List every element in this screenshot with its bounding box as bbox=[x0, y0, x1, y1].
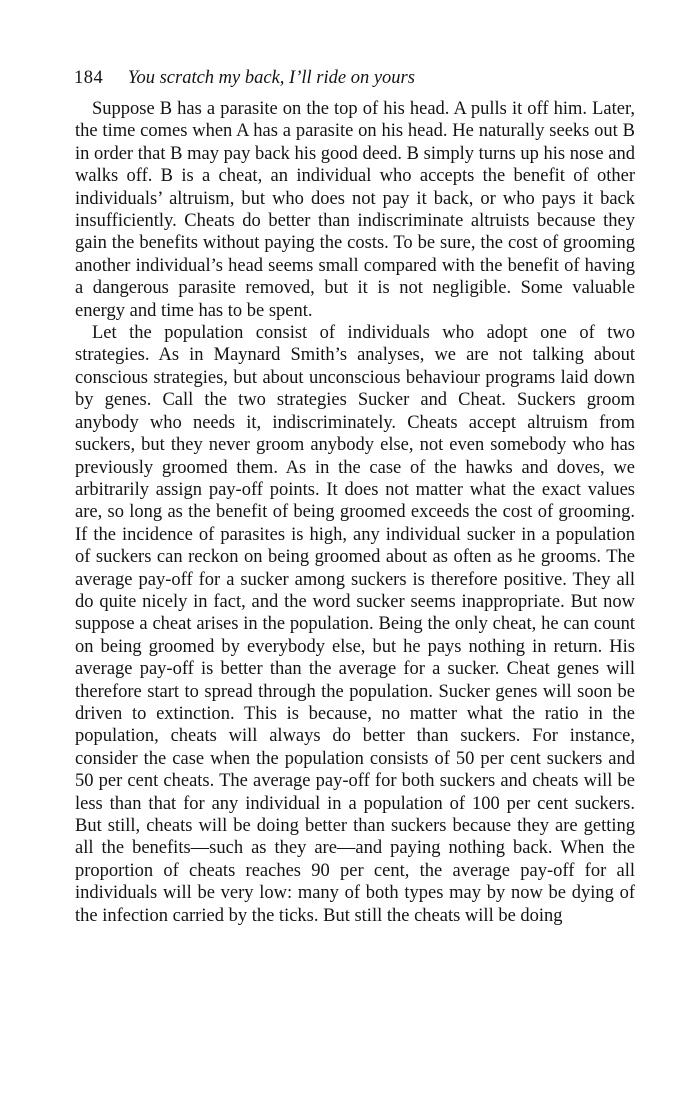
paragraph-2: Let the population consist of individuals who adopt one of two strategies. As in Maynard Smith’s analyses, we are not talking about conscious strategies, but about unconscious behaviour programs laid down by genes. Call the two strategies Sucker and Cheat. Suckers groom anybody who needs it, indiscriminately. Cheats accept altruism from suckers, but they never groom anybody else, not even somebody who has previously groomed them. As in the case of the hawks and doves, we arbitrarily assign pay-off points. It does not matter what the exact values are, so long as the benefit of being groomed exceeds the cost of grooming. If the incidence of parasites is high, any individual sucker in a population of suckers can reckon on being groomed about as often as he grooms. The average pay-off for a sucker among suckers is therefore positive. They all do quite nicely in fact, and the word sucker seems inappropriate. But now suppose a cheat arises in the population. Being the only cheat, he can count on being groomed by everybody else, but he pays nothing in return. His average pay-off is better than the average for a sucker. Cheat genes will therefore start to spread through the population. Sucker genes will soon be driven to extinction. This is because, no matter what the ratio in the population, cheats will always do better than suckers. For instance, consider the case when the population consists of 50 per cent suckers and 50 per cent cheats. The average pay-off for both suckers and cheats will be less than that for any individual in a population of 100 per cent suckers. But still, cheats will be doing better than suckers because they are getting all the benefits—such as they are—and paying nothing back. When the proportion of cheats reaches 90 per cent, the average pay-off for all individuals will be very low: many of both types may by now be dying of the infection carried by the ticks. But still the cheats will be doing bbox=[75, 323, 635, 926]
page-number: 184 bbox=[74, 68, 104, 88]
body-text bbox=[75, 98, 635, 927]
running-title: You scratch my back, I’ll ride on yours bbox=[127, 68, 415, 88]
running-header bbox=[74, 66, 634, 90]
paragraph-1: Suppose B has a parasite on the top of his head. A pulls it off him. Later, the time comes when A has a parasite on his head. He naturally seeks out B in order that B may pay back his good deed. B simply turns up his nose and walks off. B is a cheat, an individual who accepts the benefit of other individuals’ altruism, but who does not pay it back, or who pays it back insufficiently. Cheats do better than indiscriminate altruists because they gain the benefits without paying the costs. To be sure, the cost of grooming another individual’s head seems small compared with the benefit of having a dangerous parasite removed, but it is not negligible. Some valuable energy and time has to be spent. bbox=[75, 99, 635, 321]
